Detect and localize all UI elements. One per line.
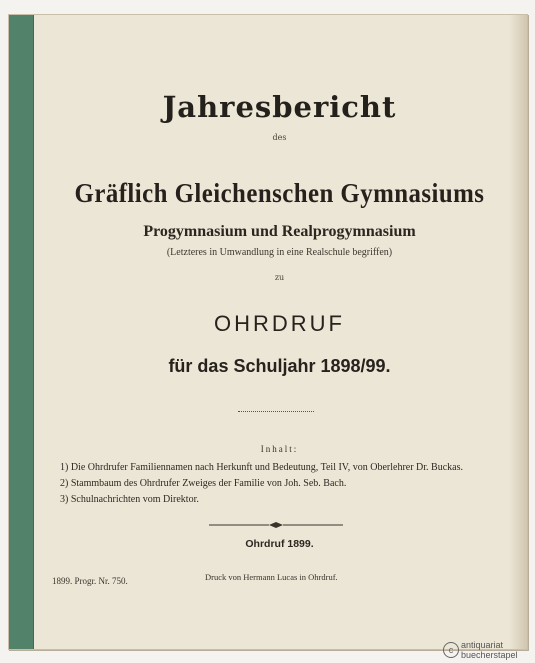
watermark-line1: antiquariat — [461, 640, 504, 650]
contents-item: 2) Stammbaum des Ohrdrufer Zweiges der Familie von Joh. Seb. Bach. — [60, 478, 347, 489]
city-name: OHRDRUF — [214, 311, 345, 336]
school-name: Gräflich Gleichenschen Gymnasiums — [74, 178, 485, 208]
school-subtitle: Progymnasium und Realprogymnasium — [143, 223, 416, 240]
ornamental-divider — [209, 522, 343, 528]
contents-list — [60, 460, 520, 508]
contents-item: 3) Schulnachrichten vom Direktor. — [60, 494, 199, 505]
dotted-divider — [238, 411, 314, 412]
school-note: (Letzteres in Umwandlung in eine Realschule begriffen) — [166, 247, 393, 258]
contents-item: 1) Die Ohrdrufer Familiennamen nach Herkunft und Bedeutung, Teil IV, von Oberlehrer Dr. Buckas. — [60, 462, 463, 473]
document-title: Jahresbericht — [162, 90, 397, 124]
copyright-icon: c — [443, 642, 459, 658]
watermark-line2: buecherstapel — [461, 650, 518, 660]
school-year: für das Schuljahr 1898/99. — [168, 356, 391, 376]
des-label: des — [272, 133, 287, 142]
publication-line: Ohrdruf 1899. — [245, 538, 314, 550]
printer-line: Druck von Hermann Lucas in Ohrdruf. — [205, 572, 338, 582]
watermark — [443, 639, 531, 661]
program-number: 1899. Progr. Nr. 750. — [52, 576, 128, 586]
contents-heading: Inhalt: — [260, 444, 299, 454]
zu-label: zu — [274, 273, 285, 282]
